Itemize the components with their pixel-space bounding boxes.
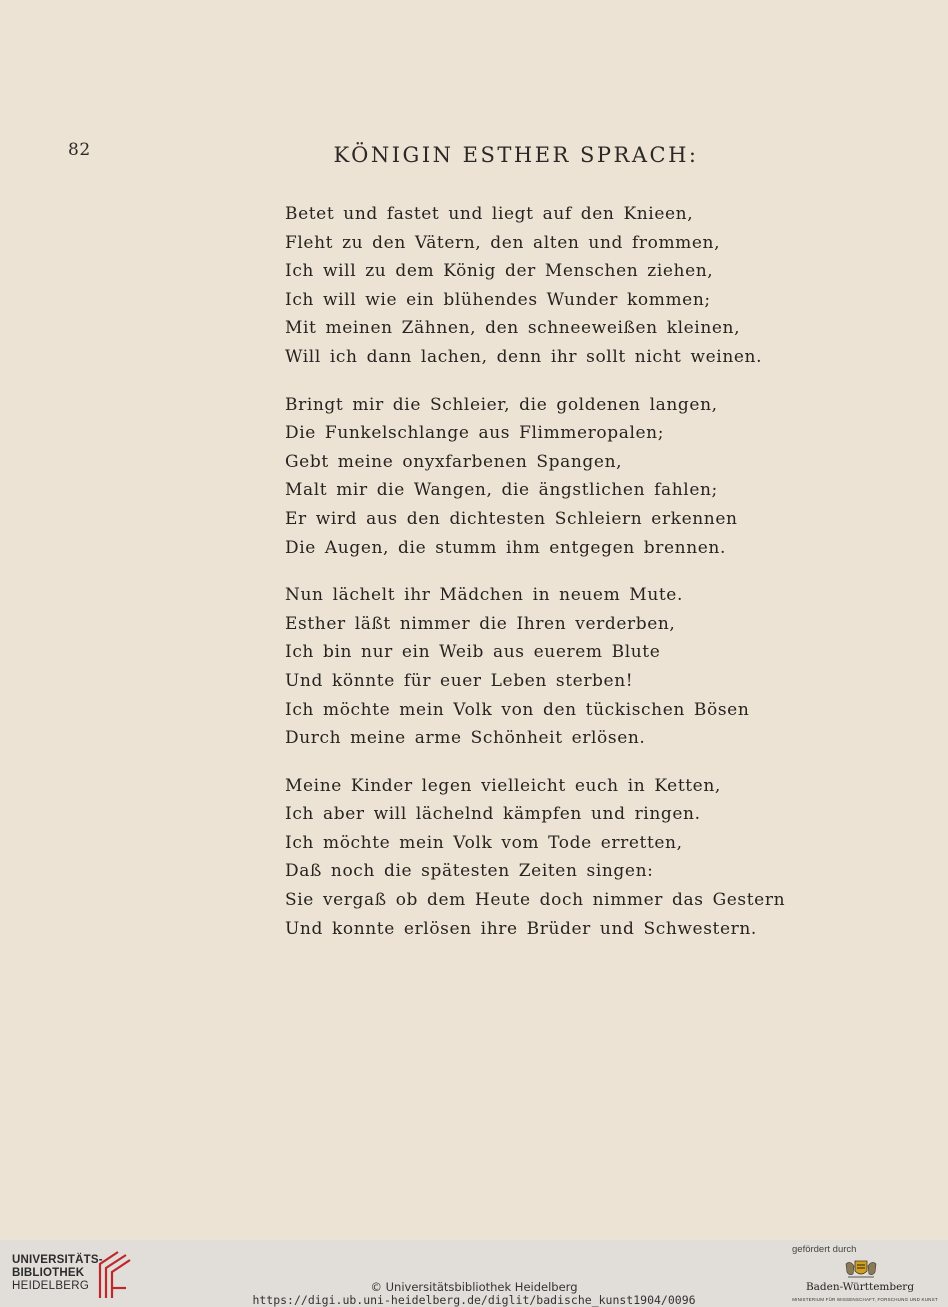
poem-line: Malt mir die Wangen, die ängstlichen fahlen; <box>285 480 718 501</box>
sponsor-label: gefördert durch <box>792 1244 857 1255</box>
poem-line: Betet und fastet und liegt auf den Knieen, <box>285 204 694 224</box>
sponsor-name: Baden-Württemberg <box>805 1281 915 1293</box>
poem-line: Gebt meine onyxfarbenen Spangen, <box>285 451 623 472</box>
poem-line: Ich will zu dem König der Menschen ziehen, <box>285 261 714 282</box>
stanza <box>285 200 785 372</box>
footer-bar <box>0 1240 948 1307</box>
page-number: 82 <box>68 140 91 160</box>
poem-line: Ich möchte mein Volk von den tückischen Bösen <box>285 699 750 720</box>
poem-line: Fleht zu den Vätern, den alten und frommen, <box>285 232 721 253</box>
poem-line: Durch meine arme Schönheit erlösen. <box>285 728 646 749</box>
poem-line: Die Funkelschlange aus Flimmeropalen; <box>285 423 665 444</box>
copyright-notice: © Universitätsbibliothek Heidelberg <box>370 1280 578 1294</box>
library-name-line2: BIBLIOTHEK <box>12 1267 85 1279</box>
poem-line: Will ich dann lachen, denn ihr sollt nicht weinen. <box>285 346 763 367</box>
coat-of-arms-icon <box>844 1258 878 1280</box>
poem-title: KÖNIGIN ESTHER SPRACH: <box>333 143 699 167</box>
library-name-line3: HEIDELBERG <box>12 1280 90 1292</box>
stanza <box>285 391 785 563</box>
poem-line: Und könnte für euer Leben sterben! <box>285 670 634 691</box>
poem-line: Mit meinen Zähnen, den schneeweißen kleinen, <box>285 318 741 339</box>
poem-line: Ich aber will lächelnd kämpfen und ringen. <box>285 804 701 825</box>
poem-line: Daß noch die spätesten Zeiten singen: <box>285 861 654 882</box>
poem-line: Ich möchte mein Volk vom Tode erretten, <box>285 832 683 853</box>
poem-line: Ich will wie ein blühendes Wunder kommen; <box>285 289 711 310</box>
sponsor-ministry: MINISTERIUM FÜR WISSENSCHAFT, FORSCHUNG UND KUNST <box>792 1297 938 1302</box>
sponsor-block <box>790 1244 940 1302</box>
poem-line: Bringt mir die Schleier, die goldenen langen, <box>285 394 718 415</box>
poem-line: Ich bin nur ein Weib aus euerem Blute <box>285 642 661 663</box>
library-name-line1: UNIVERSITÄTS- <box>12 1254 103 1266</box>
permalink-url[interactable]: https://digi.ub.uni-heidelberg.de/diglit/badische_kunst1904/0096 <box>252 1293 696 1307</box>
stanza <box>285 772 785 944</box>
poem-body <box>285 200 785 962</box>
poem-line: Die Augen, die stumm ihm entgegen brennen. <box>285 537 726 558</box>
stanza <box>285 581 785 753</box>
poem-line: Und konnte erlösen ihre Brüder und Schwestern. <box>285 918 757 939</box>
poem-line: Sie vergaß ob dem Heute doch nimmer das Gestern <box>285 890 786 911</box>
poem-line: Er wird aus den dichtesten Schleiern erkennen <box>285 508 738 529</box>
poem-line: Esther läßt nimmer die Ihren verderben, <box>285 613 676 634</box>
poem-line: Meine Kinder legen vielleicht euch in Ketten, <box>285 775 721 796</box>
poem-line: Nun lächelt ihr Mädchen in neuem Mute. <box>285 585 683 606</box>
